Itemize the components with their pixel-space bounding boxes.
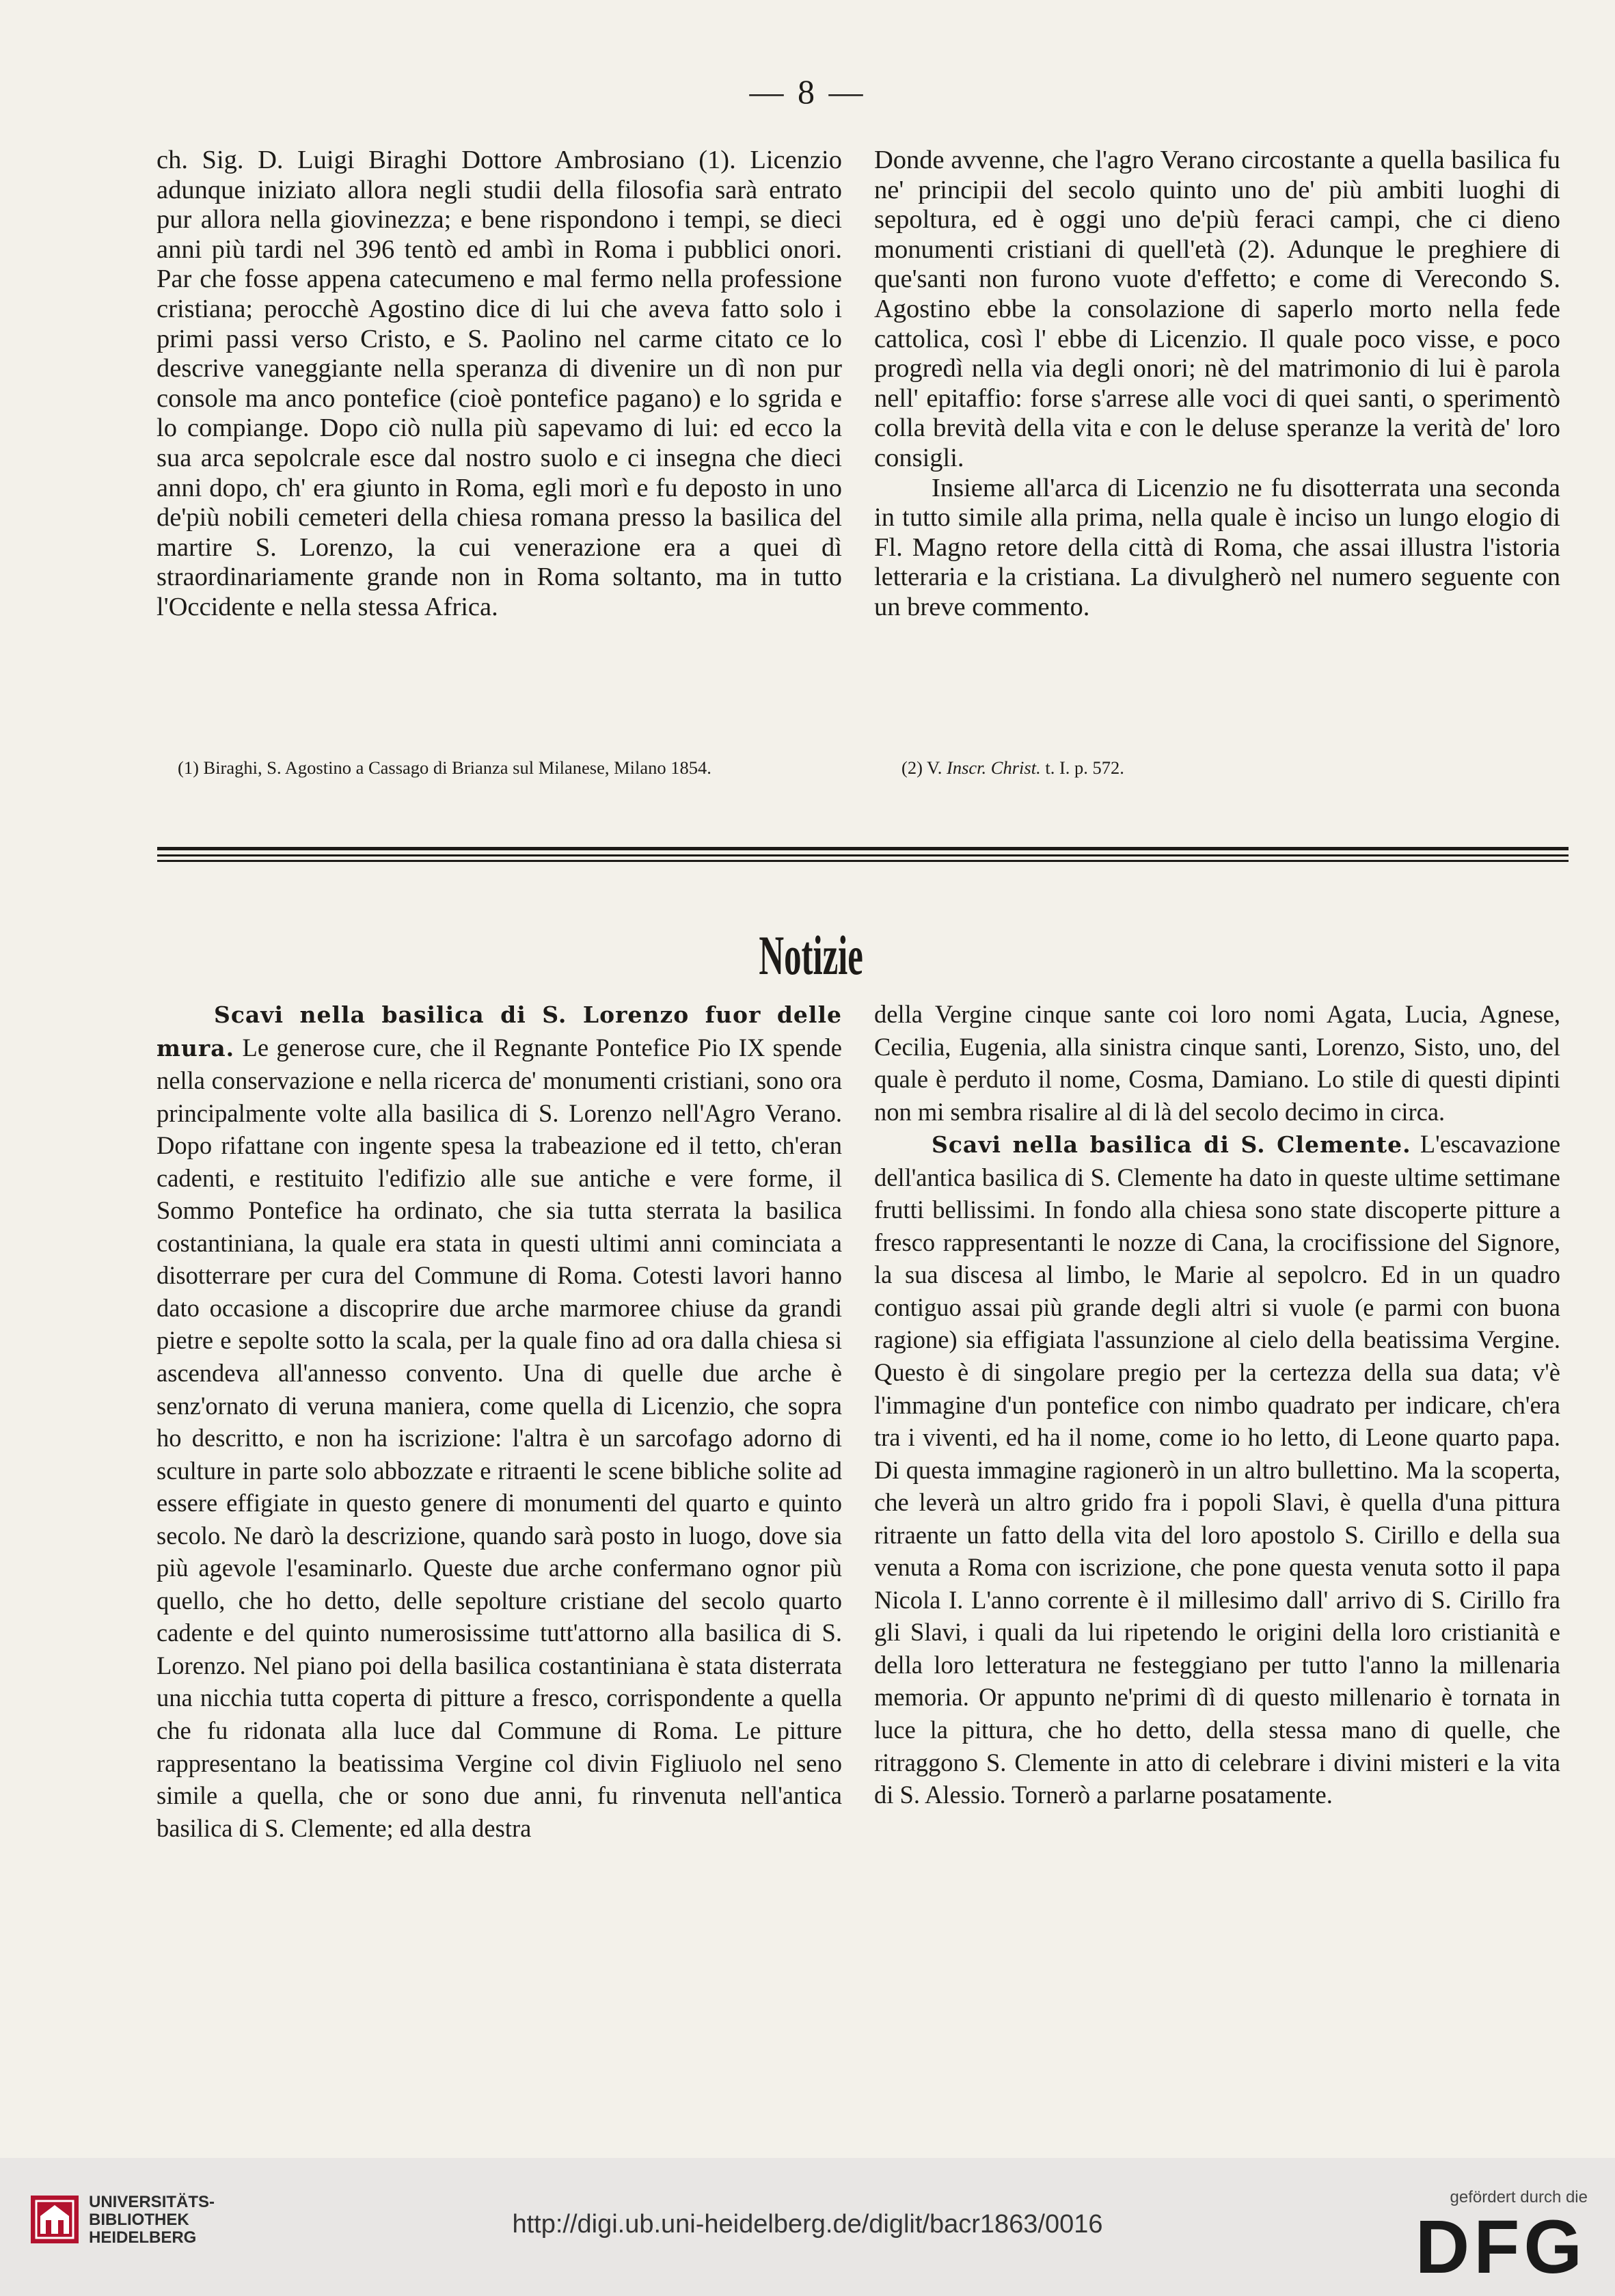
article-heading: Scavi nella basilica di S. Lorenzo fuor delle mura. — [157, 1001, 842, 1062]
paragraph: Donde avvenne, che l'agro Verano circostante a quella basilica fu ne' principii del secolo quinto uno de' più ambiti luoghi di sepoltura, ed è oggi uno de'più feraci campi, che ci dieno monumenti cristiani di quell'età (2). Adunque le preghiere di que'santi non furono vuote d'effetto; e come di Verecondo S. Agostino ebbe la consolazione di saperlo morto nella fede cattolica, così l' ebbe di Licenzio. Il quale poco visse, e poco progredì nella via degli onori; nè del matrimonio di lui è parola nell' epitaffio: forse s'arrese alle voci di quei santi, o sperimentò colla brevità della vita e con le deluse speranze la verità de' loro consigli. — [874, 146, 1560, 472]
top-left-column — [157, 146, 842, 623]
source-url[interactable]: http://digi.ub.uni-heidelberg.de/diglit/bacr1863/0016 — [512, 2210, 1103, 2239]
divider-rule — [157, 860, 1569, 862]
page-number: — 8 — — [749, 72, 866, 111]
divider-rule — [157, 847, 1569, 850]
sponsor-text: gefördert durch die — [1450, 2188, 1588, 2206]
top-right-column — [874, 146, 1560, 623]
footnote-2-suffix: t. I. p. 572. — [1045, 757, 1124, 778]
paragraph — [157, 998, 842, 1844]
paragraph: Insieme all'arca di Licenzio ne fu disotterrata una seconda in tutto simile alla prima, nella quale è inciso un lungo elogio di Fl. Magno retore della città di Roma, che assai illustra l'istoria letteraria e la cristiana. La divulgherò nel numero seguente con un breve commento. — [874, 473, 1560, 621]
library-name-line: HEIDELBERG — [89, 2228, 197, 2247]
paragraph-text: Le generose cure, che il Regnante Pontefice Pio IX spende nella conservazione e nella ricerca de' monumenti cristiani, sono ora principalmente volte alla basilica di S. Lorenzo nell'Agro Verano. Dopo rifattane con ingente spesa la trabeazione ed il tetto, ch'eran cadenti, e restituito l'edifizio alle sue antiche e vere forme, il Sommo Pontefice ha ordinato, che sia tutta sterrata la basilica costantiniana, la quale era stata in questi ultimi anni cominciata a disotterrare per cura del Commune di Roma. Cotesti lavori hanno dato occasione a discoprire due arche marmoree chiuse da grandi pietre e sepolte sotto la scala, per la quale fino ad ora dalla chiesa si ascendeva all'annesso convento. Una di quelle due arche è senz'ornato di veruna maniera, come quella di Licenzio, che sopra ho descritto, e non ha iscrizione: l'altra è un sarcofago adorno di sculture in parte solo abbozzate e ritraenti le scene bibliche solite ad essere effigiate in questo genere di monumenti del quarto e quinto secolo. Ne darò la descrizione, quando sarà posto in luogo, dove sia più agevole l'esaminarlo. Queste due arche confermano ognor più quello, che ho detto, delle sepolture cristiane del secolo quarto cadente e del quinto numerosissime tutt'attorno alla basilica di S. Lorenzo. Nel piano poi della basilica costantiniana è stata disterrata una nicchia tutta coperta di pitture a fresco, corrispondente a quella che fu ridonata alla luce dal Commune di Roma. Le pitture rappresentano la beatissima Vergine col divin Figliuolo nel seno simile a quella, che or sono due anni, fu rinvenuta nell'antica basilica di S. Clemente; ed alla destra — [157, 1033, 842, 1842]
bottom-right-column — [874, 998, 1560, 1811]
footnote-2 — [901, 756, 1558, 779]
paragraph: della Vergine cinque sante coi loro nomi Agata, Lucia, Agnese, Cecilia, Eugenia, alla sinistra cinque santi, Lorenzo, Sisto, uno, del quale è perduto il nome, Cosma, Damiano. Lo stile di questi dipinti non mi sembra risalire al di là del secolo decimo in circa. — [874, 1000, 1560, 1126]
article-heading: Scavi nella basilica di S. Clemente. — [932, 1131, 1411, 1159]
paragraph: ch. Sig. D. Luigi Biraghi Dottore Ambrosiano (1). Licenzio adunque iniziato allora negli studii della filosofia sarà entrato pur allora nella giovinezza; e bene rispondono i tempi, se dieci anni più tardi nel 396 tentò ed ambì in Roma i pubblici onori. Par che fosse appena catecumeno e mal fermo nella professione cristiana; perocchè Agostino dice di lui che aveva fatto solo i primi passi verso Cristo, e S. Paolino nel carme citato ce lo descrive vaneggiante nella speranza di divenire un dì non pur console ma anco pontefice (cioè pontefice pagano) e lo sgrida e lo compiange. Dopo ciò nulla più sapevamo di lui: ed ecco la sua arca sepolcrale esce dal nostro suolo e ci insegna che dieci anni dopo, ch' era giunto in Roma, egli morì e fu deposto in uno de'più nobili cemeteri della chiesa romana presso la basilica del martire S. Lorenzo, la cui venerazione era a quei dì straordinariamente grande non in Roma soltanto, ma in tutto l'Occidente e nella stessa Africa. — [157, 146, 842, 621]
paragraph — [874, 1128, 1560, 1811]
section-title: Notizie — [759, 924, 863, 986]
paragraph-text: L'escavazione dell'antica basilica di S. Clemente ha dato in queste ultime settimane frutti bellissimi. In fondo alla chiesa sono state discoperte pitture a fresco rappresentanti le nozze di Cana, la crocifissione del Signore, la sua discesa al limbo, le Marie al sepolcro. Ed in un quadro contiguo assai più grande degli altri si vuole (e parmi con buona ragione) sia effigiata l'assunzione al cielo della beatissima Vergine. Questo è di singolare pregio per la certezza della sua data; v'è l'immagine d'un pontefice con nimbo quadrato per indicare, ch'era tra i viventi, ed ha il nome, come io ho letto, di Leone quarto papa. Di questa immagine ragionerò in un altro bullettino. Ma la scoperta, che leverà un altro grido fra i popoli Slavi, è quella d'una pittura ritraente un fatto della vita del loro apostolo S. Cirillo e della sua venuta a Roma con iscrizione, che pone questa venuta sotto il papa Nicola I. L'anno corrente è il millesimo dall' arrivo di S. Cirillo fra gli Slavi, i quali da lui ripetendo le origini della loro cristianità e della loro letteratura ne festeggiano per tutto l'anno la millenaria memoria. Or appunto ne'primi dì di questo millenario è tornata in luce la pittura, che ho detto, della stessa mano di quelle, che ritraggono S. Clemente in atto di celebrare i divini misteri e la vita di S. Alessio. Tornerò a parlarne posatamente. — [874, 1130, 1561, 1809]
bottom-left-column — [157, 998, 842, 1844]
library-name-line: UNIVERSITÄTS- — [89, 2193, 215, 2211]
dfg-logo: DFG — [1415, 2205, 1586, 2289]
footnote-2-italic: Inscr. Christ. — [947, 757, 1041, 778]
divider-rule — [157, 854, 1569, 856]
digitization-footer — [0, 2158, 1615, 2296]
footnote-2-prefix: (2) V. — [901, 757, 942, 778]
library-name-line: BIBLIOTHEK — [89, 2211, 189, 2229]
footnote-1: (1) Biraghi, S. Agostino a Cassago di Brianza sul Milanese, Milano 1854. — [178, 757, 711, 778]
